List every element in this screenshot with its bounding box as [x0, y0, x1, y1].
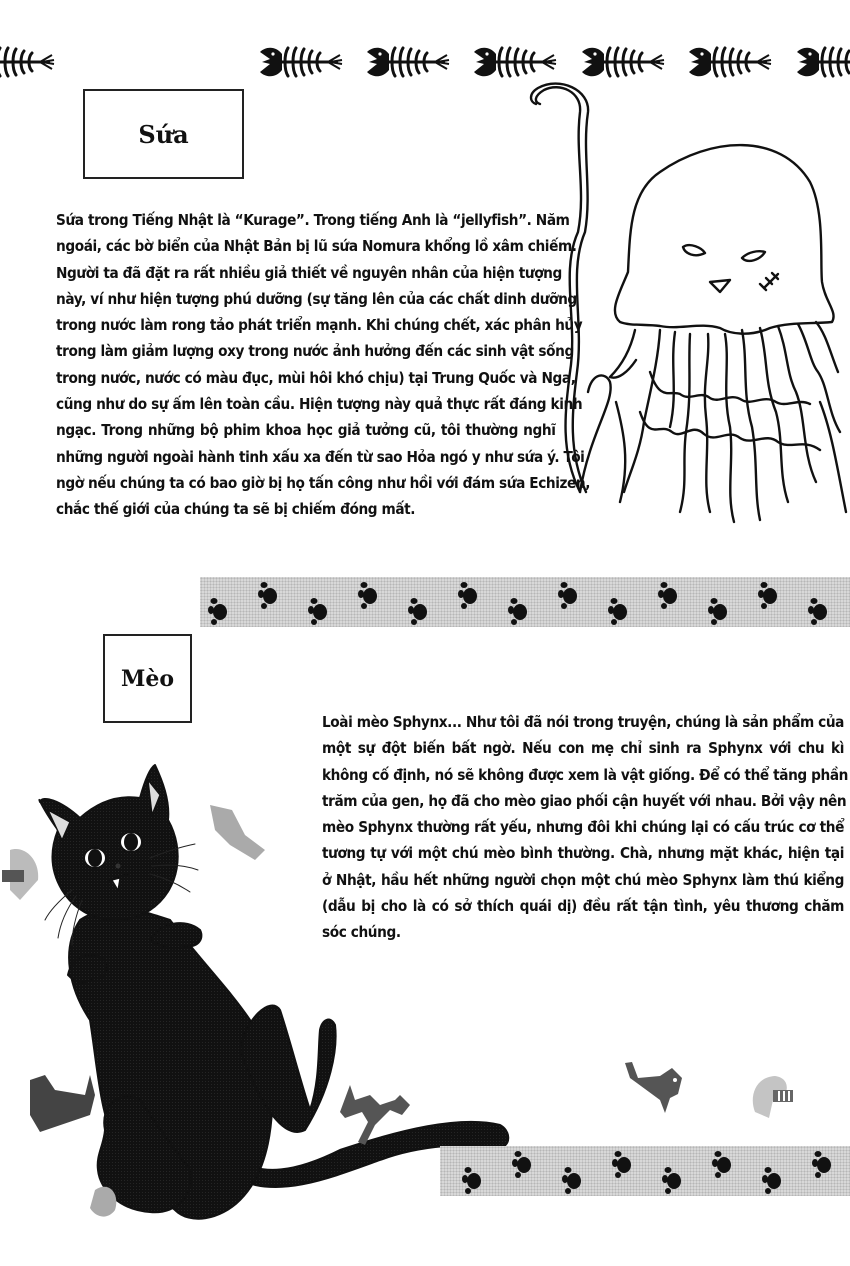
paragraph-line: những người ngoài hành tinh xấu xa đến từ sao Hỏa ngó y như sứa ý. Tôi: [56, 447, 585, 466]
paw-print-icon: [806, 597, 830, 625]
fish-bone-icon: [0, 42, 55, 82]
paw-print-icon: [606, 597, 630, 625]
paw-print-icon: [710, 1150, 734, 1178]
paragraph-line: sóc chúng.: [322, 923, 401, 942]
paragraph-line: Loài mèo Sphynx... Như tôi đã nói trong truyện, chúng là sản phẩm của: [322, 713, 844, 731]
paragraph-line: trong nước, nước có màu đục, mùi hôi khó chịu) tại Trung Quốc và Nga,: [56, 368, 576, 387]
paragraph-line: một sự đột biến bất ngờ. Nếu con mẹ chỉ sinh ra Sphynx với chu kì: [322, 739, 844, 758]
paw-print-icon: [660, 1166, 684, 1194]
paw-print-icon: [456, 581, 480, 609]
paw-print-icon: [460, 1166, 484, 1194]
paw-print-icon: [760, 1166, 784, 1194]
section-title-jellyfish: Sứa: [138, 119, 189, 149]
paw-print-icon: [560, 1166, 584, 1194]
paw-print-icon: [756, 581, 780, 609]
paragraph-line: tương tự với một chú mèo bình thường. Chà, nhưng mặt khác, hiện tại: [322, 844, 844, 863]
paragraph-line: Sứa trong Tiếng Nhật là “Kurage”. Trong tiếng Anh là “jellyfish”. Năm: [56, 211, 570, 229]
paragraph-line: trăm của gen, họ đã cho mèo giao phối cận huyết với nhau. Bởi vậy nên: [322, 791, 847, 810]
pharaoh-head-icon: [745, 1072, 800, 1122]
paw-print-icon: [356, 581, 380, 609]
section-title-box-jellyfish: [83, 89, 244, 179]
paw-print-icon: [510, 1150, 534, 1178]
paragraph-line: mèo Sphynx thường rất yếu, nhưng đôi khi chúng lại có cấu trúc cơ thể: [322, 818, 844, 837]
section-title-cat: Mèo: [120, 665, 175, 692]
paw-print-icon: [810, 1150, 834, 1178]
paragraph-line: Người ta đã đặt ra rất nhiều giả thiết về nguyên nhân của hiện tượng: [56, 263, 562, 282]
paragraph-line: ngờ nếu chúng ta có bao giờ bị họ tấn công như hồi với đám sứa Echizen,: [56, 473, 591, 492]
sphinx-icon: [620, 1058, 690, 1118]
paw-print-icon: [610, 1150, 634, 1178]
paw-print-icon: [556, 581, 580, 609]
paw-print-icon: [206, 597, 230, 625]
paw-print-icon: [656, 581, 680, 609]
paragraph-line: chắc thế giới của chúng ta sẽ bị chiếm đóng mất.: [56, 500, 416, 519]
paragraph-line: trong nước làm rong tảo phát triển mạnh. Khi chúng chết, xác phân hủy: [56, 316, 583, 335]
jellyfish-icon: [520, 72, 850, 532]
jellyfish-paragraph: [56, 207, 591, 523]
section-title-box-cat: [103, 634, 192, 723]
paragraph-line: (dẫu bị cho là có sở thích quái dị) đều rất tận tình, yêu thương chăm: [322, 897, 844, 916]
paragraph-line: không cố định, nó sẽ không được xem là vật giống. Để có thể tăng phần: [322, 765, 849, 784]
paragraph-line: cũng như do sự ấm lên toàn cầu. Hiện tượng này quả thực rất đáng kinh: [56, 395, 583, 414]
paw-print-icon: [406, 597, 430, 625]
paragraph-line: này, ví như hiện tượng phú dưỡng (sự tăng lên của các chất dinh dưỡng: [56, 289, 577, 308]
paw-print-icon: [256, 581, 280, 609]
paw-print-icon: [306, 597, 330, 625]
paragraph-line: trong làm giảm lượng oxy trong nước ảnh hưởng đến các sinh vật sống: [56, 342, 574, 361]
paw-print-strip-top: [200, 577, 850, 627]
fish-bone-icon: [258, 42, 343, 82]
paw-print-icon: [506, 597, 530, 625]
fish-bone-icon: [365, 42, 450, 82]
paragraph-line: ngoái, các bờ biển của Nhật Bản bị lũ sứa Nomura khổng lồ xâm chiếm.: [56, 237, 577, 256]
paw-print-strip-bottom: [440, 1146, 850, 1196]
paragraph-line: ở Nhật, hầu hết những người chọn một chú mèo Sphynx làm thú kiểng: [322, 870, 844, 889]
paw-print-icon: [706, 597, 730, 625]
paragraph-line: ngạc. Trong những bộ phim khoa học giả tưởng cũ, tôi thường nghĩ: [56, 421, 556, 440]
